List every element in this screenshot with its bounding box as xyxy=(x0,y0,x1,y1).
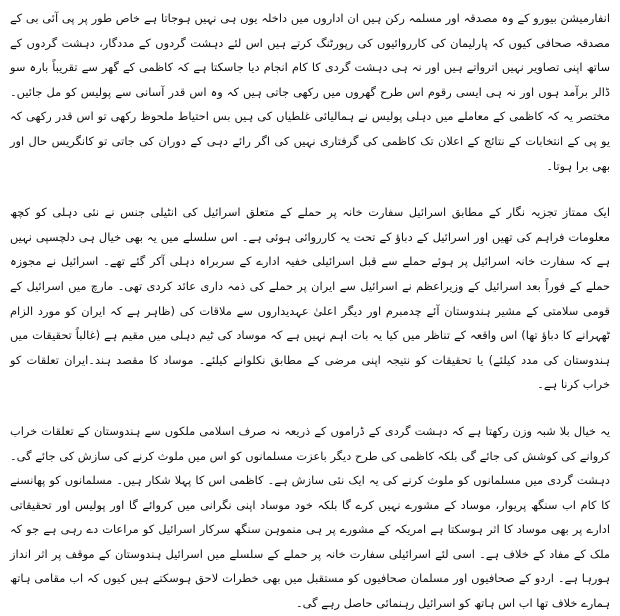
paragraph-israel-intelligence: ایک ممتاز تجزیہ نگار کے مطابق اسرائیل سفارت خانہ پر حملے کے متعلق اسرائیل کی انٹیلی جنس نے نئی دہلی کو کچھ معلومات فراہم کی تھیں اور اسرائیل کے دباؤ کے تحت یہ کارروائی ہوئی ہے۔ اس سلسلے میں یہ بھی خیال ہی دلچسپی نہیں ہے کہ سفارت خانہ اسرائیل پر ہوئے حملے سے قبل اسرائیلی خفیہ ادارے کے سربراہ دہلی آکر گئے تھے۔ اسرائیل نے مجوزہ حملے کے فوراً بعد اسرائیل کے وزیراعظم نے اسرائیل سے ایران پر حملے کی ذمہ داری عائد کردی تھی۔ مارچ میں اسرائیل کے قومی سلامتی کے مشیر ہندوستان آئے چدمبرم اور دیگر اعلیٰ عہدیداروں سے ملاقات کی (ظاہر ہے کہ ایران کو مورد الزام ٹھہرانے کا دباؤ تھا) اس واقعہ کے تناظر میں کیا یہ بات اہم نہیں ہے کہ موساد کی ٹیم دہلی میں مقیم ہے (غالباً تحقیقات میں ہندوستان کی مدد کیلئے) یا تحقیقات کو نتیجہ اپنی مرضی کے مطابق نکلوانے کیلئے۔ موساد کا مقصد ہند۔ایران تعلقات کو خراب کرنا ہے۔ xyxy=(10,205,610,392)
paragraph-conspiracy: یہ خیال بلا شبہ وزن رکھتا ہے کہ دہشت گردی کے ڈراموں کے ذریعہ نہ صرف اسلامی ملکوں سے ہندوستان کے تعلقات خراب کروانے کی کوشش کی جائے گی بلکہ کاظمی کی طرح دیگر باعزت مسلمانوں کو اس میں ملوث کرنے کی سازش کی جائے گی۔ دہشت گردی میں مسلمانوں کو ملوث کرنے کی یہ ایک نئی سازش ہے۔ کاظمی اس کا پہلا شکار ہیں۔ مسلمانوں کو پھانسنے کا کام اب سنگھ پریوار، موساد کے مشورے نہیں کرے گا بلکہ خود موساد اپنی نگرانی میں کروائے گا اور پولیس اور تحقیقاتی ادارے پر بھی موساد کا اثر ہوسکتا ہے امریکہ کے مشورے پر ہی منموہن سنگھ سرکار اسرائیل کو مراعات دے رہی ہے جو کہ ملک کے مفاد کے خلاف ہے۔ اسی لئے اسرائیلی سفارت خانہ پر حملے کے سلسلے میں اسرائیل ہندوستان کے موقف پر اثر انداز ہورہا ہے۔ اردو کے صحافیوں اور مسلمان صحافیوں کو مستقبل میں بھی خطرات لاحق ہوسکتے ہیں کیوں کہ اب مقامی ہاتھ ہمارے خلاف تھا اب اس ہاتھ کو اسرائیل رہنمائی حاصل رہے گی۔ xyxy=(10,423,610,611)
paragraph-kazmi-case: انفارمیشن بیورو کے وہ مصدقہ اور مسلمہ رکن ہیں ان اداروں میں داخلہ یوں ہی نہیں ہوجاتا ہے خاص طور پر پی آئی بی کے مصدقہ صحافی کیوں کہ پارلیمان کی کارروائیوں کی رپورٹنگ کرتے ہیں اس لئے دہشت گردوں کے مددگار، دہشت گردوں کے ساتھ اپنی تصاویر نہیں اترواتے ہیں اور نہ ہی دہشت گردی کا کام انجام دیا جاسکتا ہے کہ کاظمی کے گھر سے تقریباً بارہ سو ڈالر برآمد ہوں اور نہ ہی ایسی رقوم اس طرح گھروں میں رکھی جاتی ہیں کہ وہ اس قدر آسانی سے پولیس کو مل جائیں۔ مختصر یہ کہ کاظمی کے معاملے میں دہلی پولیس نے ہمالیائی غلطیاں کی ہیں بس احتیاط ملحوظ رکھی تو اس قدر رکھی کہ یو پی کے انتخابات کے نتائج کے اعلان تک کاظمی کی گرفتاری نہیں کی اگر رائے دہی کے دوران کی جاتی تو کانگریس حال اور بھی برا ہوتا۔ xyxy=(10,11,610,173)
